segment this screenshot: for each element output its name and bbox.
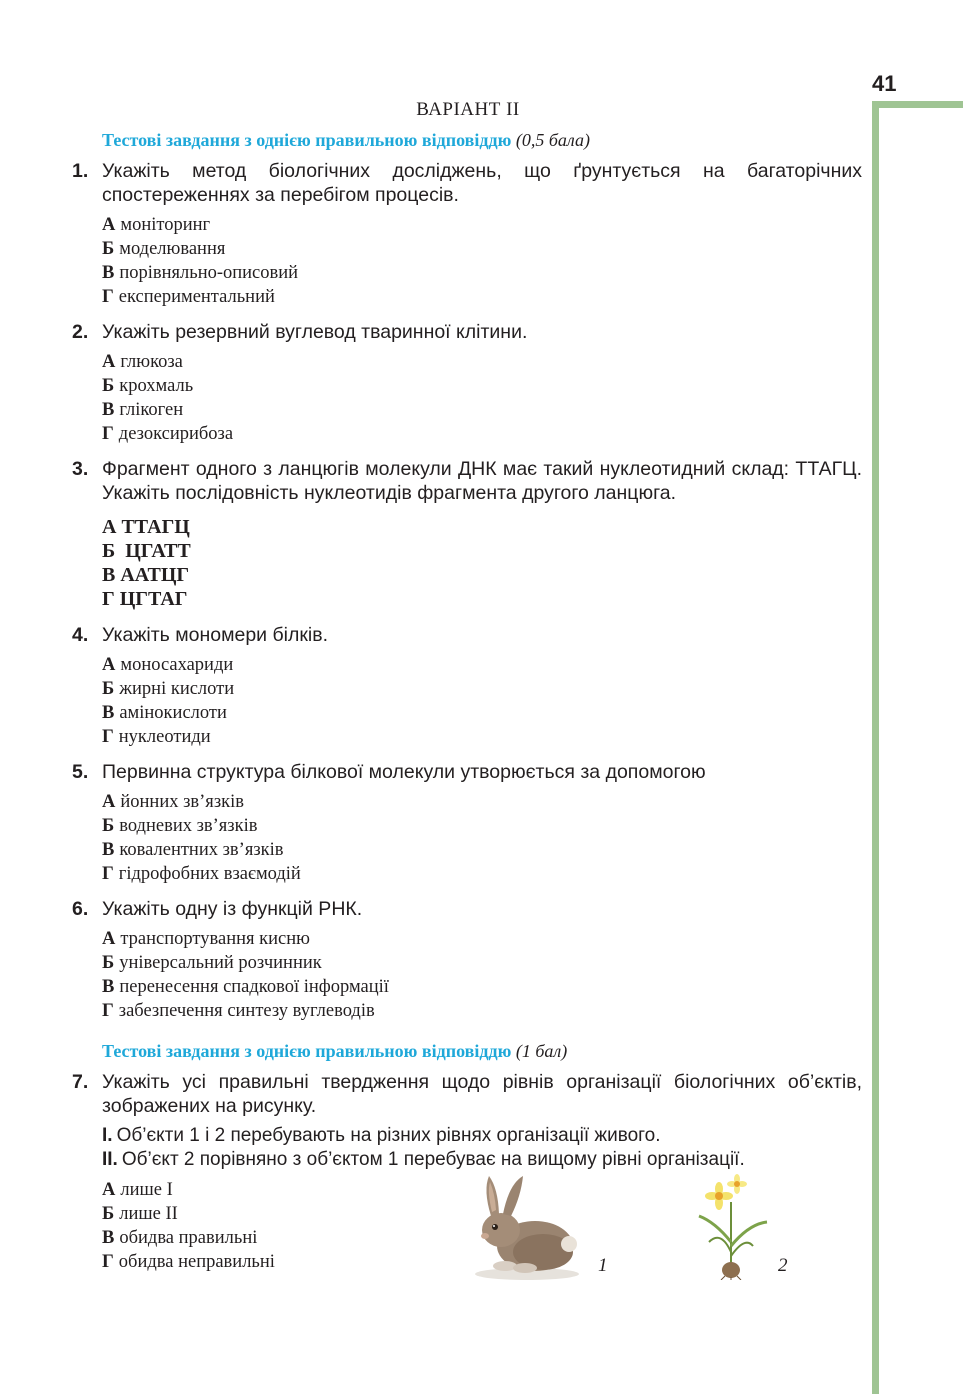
section-heading-1: [102, 130, 590, 151]
question-6-option-a[interactable]: А транспортування кисню: [102, 929, 310, 949]
question-2-text: Укажіть резервний вуглевод тваринної клітини.: [102, 321, 528, 343]
question-4-option-d[interactable]: Г нуклеотиди: [102, 727, 211, 747]
question-6-option-d[interactable]: Г забезпечення синтезу вуглеводів: [102, 1001, 375, 1021]
question-4-text: Укажіть мономери білків.: [102, 624, 328, 646]
question-2-option-d[interactable]: Г дезоксирибоза: [102, 424, 234, 444]
question-7-option-a[interactable]: А лише І: [102, 1180, 173, 1200]
page-number: 41: [872, 71, 897, 96]
daffodil-icon: [675, 1172, 775, 1280]
question-4-number: 4.: [72, 624, 89, 646]
question-1-text: Укажіть метод біологічних досліджень, що ґрунтується на багаторічних спостереженнях за перебігом процесів.: [102, 160, 862, 206]
question-7-stem: [72, 1070, 862, 1118]
question-2-option-a[interactable]: А глюкоза: [102, 352, 183, 372]
question-4-options: [102, 653, 862, 749]
figure-2-caption: 2: [778, 1255, 788, 1276]
question-1-option-b[interactable]: Б моделювання: [102, 239, 226, 259]
question-1-option-c[interactable]: В порівняльно-описовий: [102, 263, 299, 283]
question-1-option-a[interactable]: А моніторинг: [102, 215, 211, 235]
question-6-text: Укажіть одну із функцій РНК.: [102, 898, 363, 920]
rabbit-illustration: [465, 1170, 585, 1282]
question-7-statements: [72, 1124, 862, 1172]
section-heading-1-points: (0,5 бала): [515, 130, 590, 150]
question-1: [72, 159, 862, 309]
section-heading-2: [102, 1041, 567, 1062]
question-2-options: [102, 350, 862, 446]
question-3-stem: [72, 457, 862, 505]
question-5-options: [102, 790, 862, 886]
question-5-text: Первинна структура білкової молекули утворюється за допомогою: [102, 761, 706, 783]
question-3-option-b[interactable]: Б ЦГАТТ: [102, 540, 191, 562]
question-1-option-d[interactable]: Г експериментальний: [102, 287, 275, 307]
question-7-option-b[interactable]: Б лише ІІ: [102, 1204, 178, 1224]
question-7-option-d[interactable]: Г обидва неправильні: [102, 1252, 275, 1272]
question-2-option-b[interactable]: Б крохмаль: [102, 376, 194, 396]
section-heading-2-points: (1 бал): [515, 1041, 568, 1061]
question-7-option-c[interactable]: В обидва правильні: [102, 1228, 258, 1248]
question-7-statement-2: ІІ. Об’єкт 2 порівняно з об’єктом 1 перебуває на вищому рівні організації.: [102, 1149, 745, 1170]
question-5-option-b[interactable]: Б водневих зв’язків: [102, 816, 258, 836]
question-2-stem: [72, 320, 862, 344]
question-6: [72, 897, 862, 1023]
question-2: [72, 320, 862, 446]
question-6-option-b[interactable]: Б універсальний розчинник: [102, 953, 322, 973]
question-6-stem: [72, 897, 862, 921]
question-4-option-a[interactable]: А моносахариди: [102, 655, 234, 675]
question-3-option-d[interactable]: Г ЦГТАГ: [102, 588, 188, 610]
question-2-option-c[interactable]: В глікоген: [102, 400, 184, 420]
question-5-stem: [72, 760, 862, 784]
question-6-number: 6.: [72, 898, 89, 920]
question-3-number: 3.: [72, 458, 89, 480]
question-5: [72, 760, 862, 886]
question-7-statement-1: І. Об’єкти 1 і 2 перебувають на різних рівнях організації живого.: [102, 1125, 661, 1146]
question-5-option-d[interactable]: Г гідрофобних взаємодій: [102, 864, 301, 884]
question-4-option-c[interactable]: В амінокислоти: [102, 703, 227, 723]
question-5-option-a[interactable]: А йонних зв’язків: [102, 792, 244, 812]
question-1-stem: [72, 159, 862, 207]
rabbit-icon: [465, 1170, 585, 1282]
question-3-option-a[interactable]: А ТТАГЦ: [102, 516, 190, 538]
variant-title: ВАРІАНТ ІІ: [416, 99, 520, 120]
section-heading-1-title: Тестові завдання з однією правильною відповіддю: [102, 130, 512, 150]
question-4-option-b[interactable]: Б жирні кислоти: [102, 679, 235, 699]
question-3-text: Фрагмент одного з ланцюгів молекули ДНК має такий нуклеотидний склад: ТТАГЦ. Укажіть послідовність нуклеотидів фрагмента другого ланцюга.: [102, 458, 862, 504]
question-1-number: 1.: [72, 160, 89, 182]
margin-bar-top: [872, 101, 963, 108]
daffodil-illustration: [675, 1172, 775, 1280]
question-5-number: 5.: [72, 761, 89, 783]
question-3: [72, 457, 862, 611]
section-heading-2-title: Тестові завдання з однією правильною відповіддю: [102, 1041, 512, 1061]
question-5-option-c[interactable]: В ковалентних зв’язків: [102, 840, 284, 860]
question-4: [72, 623, 862, 749]
question-2-number: 2.: [72, 321, 89, 343]
question-7-text: Укажіть усі правильні твердження щодо рівнів організації біологічних об’єктів, зображених на рисунку.: [102, 1071, 862, 1117]
margin-bar-side: [872, 101, 879, 1394]
question-3-option-c[interactable]: В ААТЦГ: [102, 564, 190, 586]
figure-1-caption: 1: [598, 1255, 608, 1276]
question-4-stem: [72, 623, 862, 647]
question-1-options: [102, 213, 862, 309]
question-7-number: 7.: [72, 1071, 89, 1093]
question-6-option-c[interactable]: В перенесення спадкової інформації: [102, 977, 389, 997]
question-3-options: [102, 515, 862, 611]
question-6-options: [102, 927, 862, 1023]
